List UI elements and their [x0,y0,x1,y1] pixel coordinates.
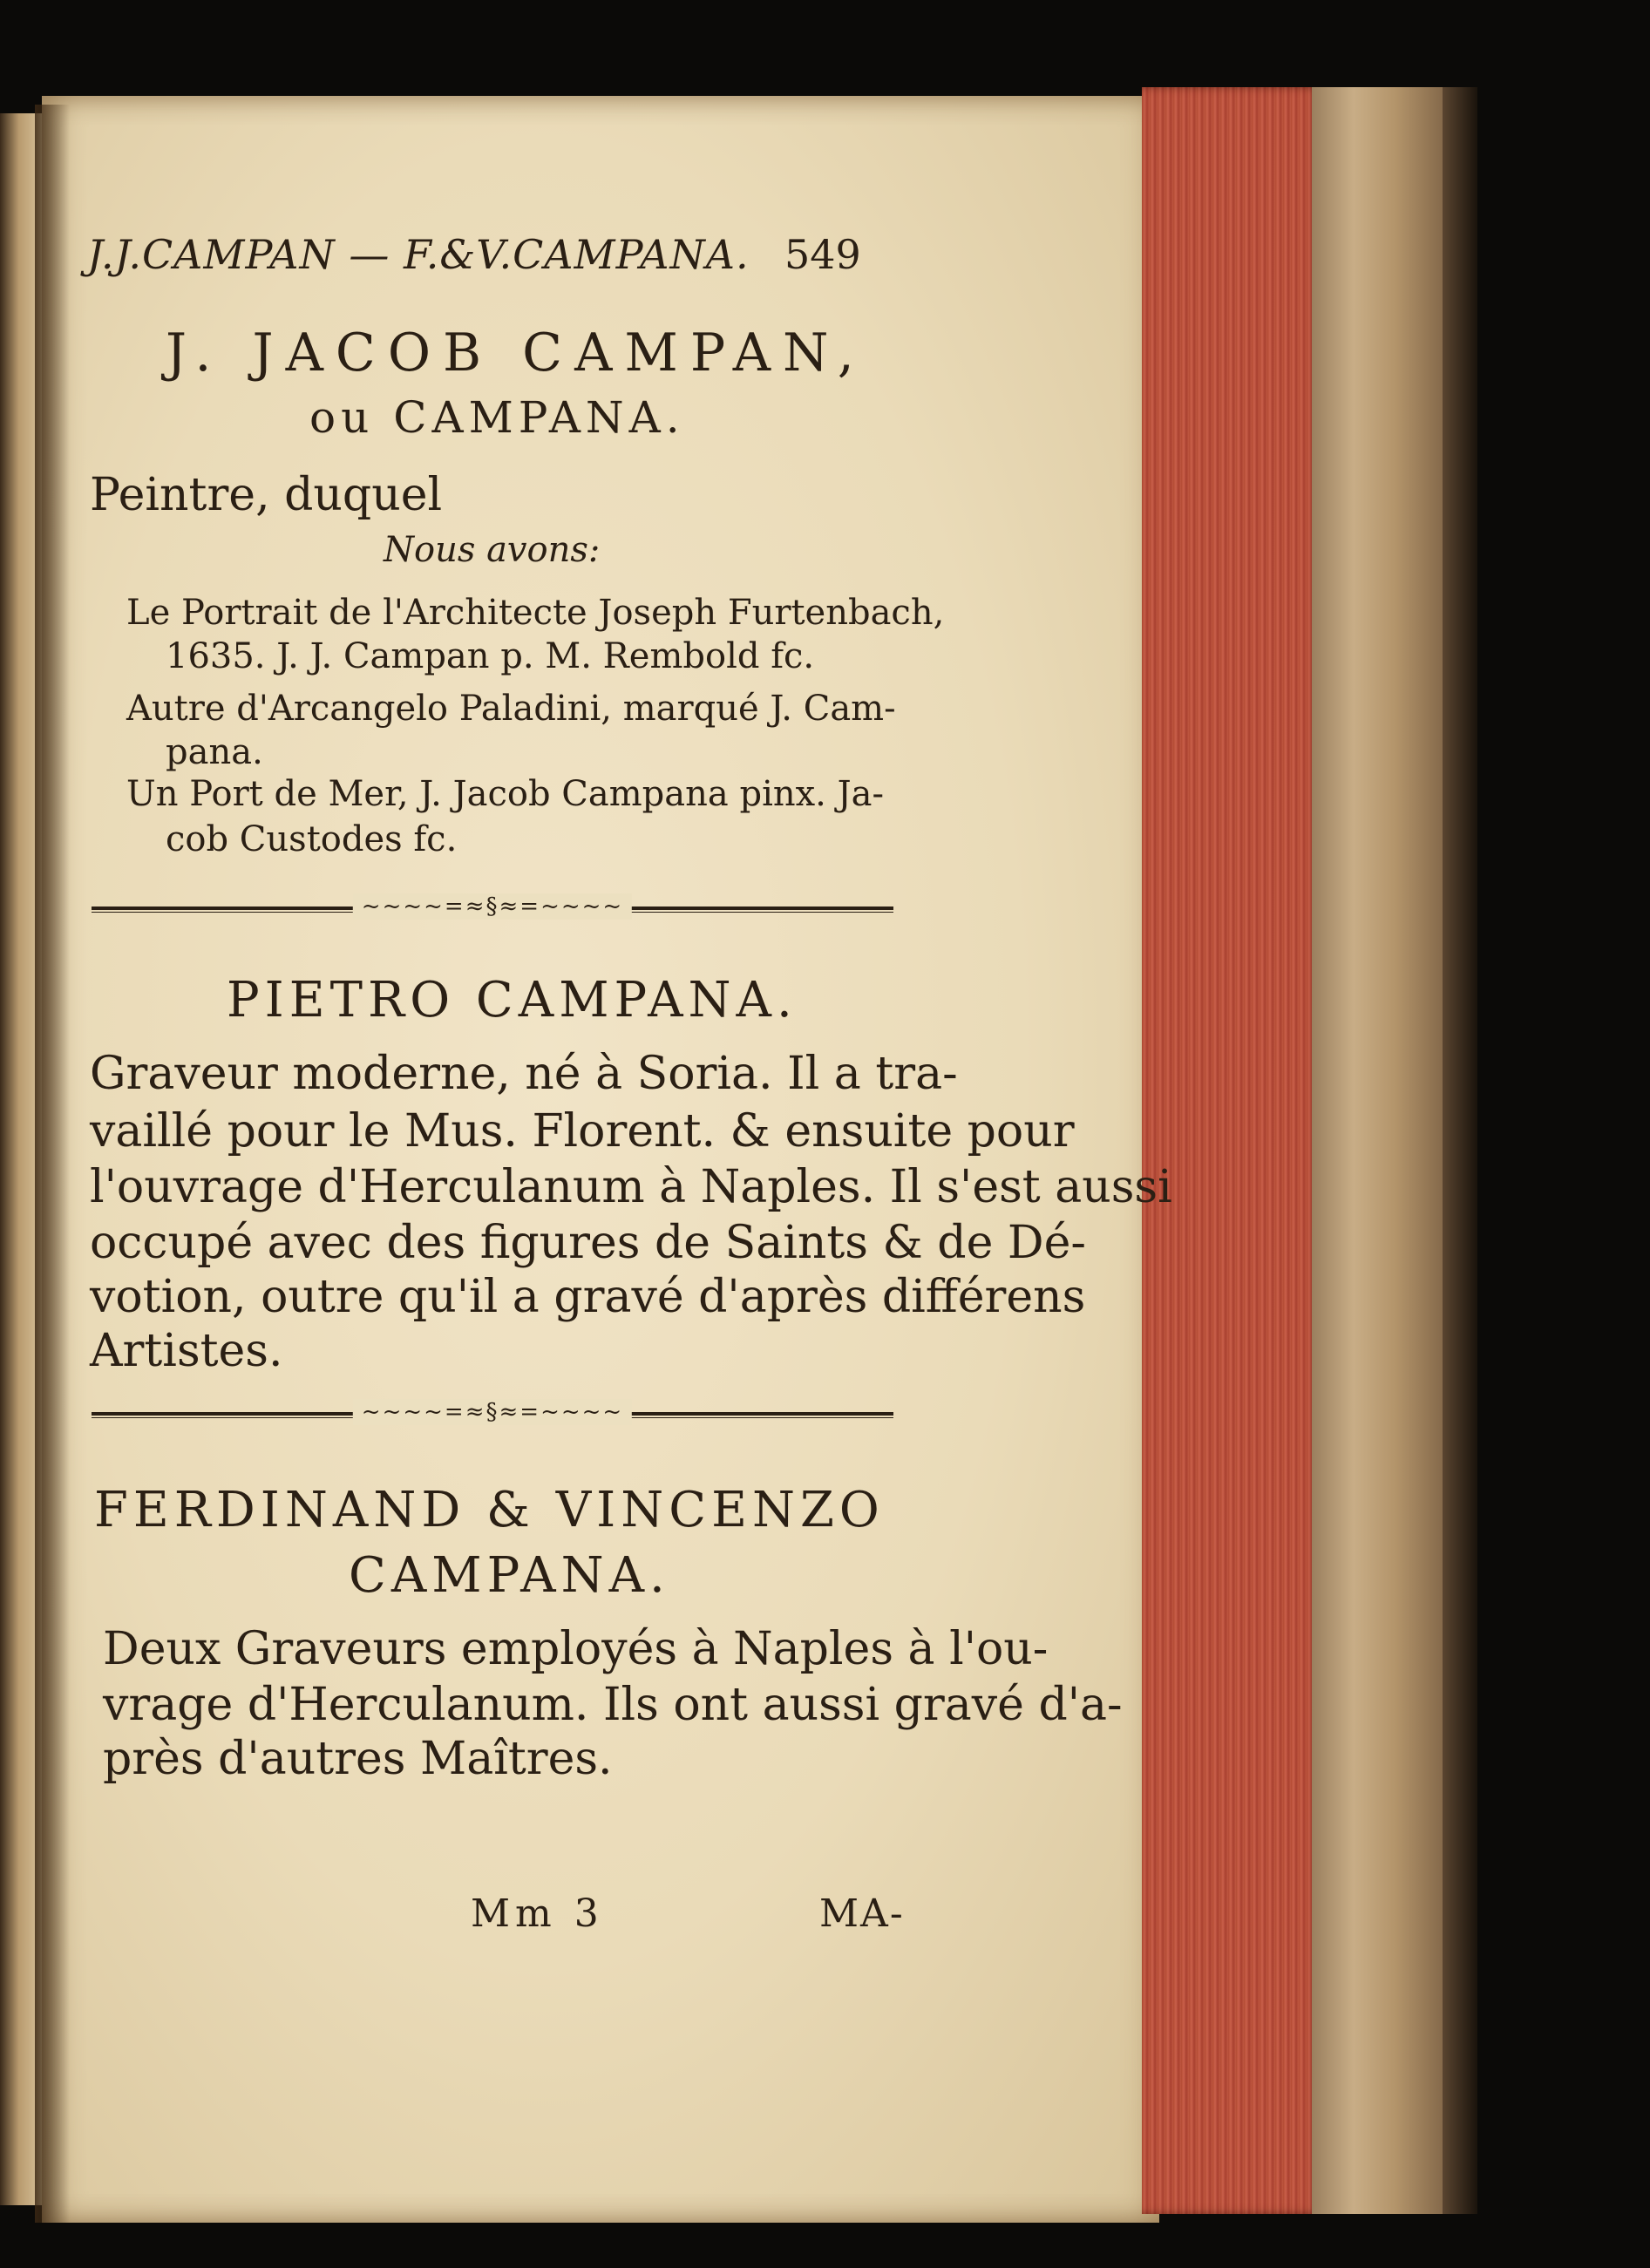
work-line: cob Custodes fc. [166,819,458,859]
rule-ornament: ~~~~=≈§≈=~~~~ [353,893,632,920]
entry-title-continued: CAMPANA. [349,1547,670,1604]
page-number: 549 [784,231,861,278]
ornamental-rule [92,893,893,920]
body-line: près d'autres Maîtres. [103,1733,613,1785]
work-line: Autre d'Arcangelo Paladini, marqué J. Cam- [126,689,896,729]
entry-title: FERDINAND & VINCENZO [94,1482,885,1538]
cover-edge [1443,87,1477,2214]
leather-cover [1312,87,1451,2214]
body-line: Artistes. [90,1325,283,1377]
entry-title: J. JACOB CAMPAN, [166,323,866,384]
entry-intro: Peintre, duquel [90,469,443,521]
body-line: vaillé pour le Mus. Florent. & ensuite pour [90,1105,1075,1158]
body-line: votion, outre qu'il a gravé d'après différens [90,1271,1086,1323]
catchword: MA- [819,1891,905,1936]
body-line: occupé avec des figures de Saints & de Dé- [90,1217,1086,1269]
work-line: pana. [166,732,263,772]
works-heading: Nous avons: [384,530,601,570]
work-line: Le Portrait de l'Architecte Joseph Furtenbach, [126,593,945,633]
entry-title-continued: ou CAMPANA. [309,392,685,443]
page-gutter [35,105,70,2223]
work-line: Un Port de Mer, J. Jacob Campana pinx. Ja- [126,774,885,814]
signature-mark: Mm 3 [471,1891,604,1936]
ornamental-rule [92,1399,893,1425]
body-line: vrage d'Herculanum. Ils ont aussi gravé d'a- [103,1679,1123,1731]
work-line: 1635. J. J. Campan p. M. Rembold fc. [166,636,815,676]
entry-title: PIETRO CAMPANA. [227,972,798,1029]
red-page-edges [1142,87,1321,2214]
rule-ornament: ~~~~=≈§≈=~~~~ [353,1399,632,1425]
running-head: J.J.CAMPAN — F.&V.CAMPANA. [87,231,750,278]
body-line: Graveur moderne, né à Soria. Il a tra- [90,1048,958,1100]
body-line: l'ouvrage d'Herculanum à Naples. Il s'est aussi [90,1161,1172,1213]
body-line: Deux Graveurs employés à Naples à l'ou- [103,1623,1049,1675]
